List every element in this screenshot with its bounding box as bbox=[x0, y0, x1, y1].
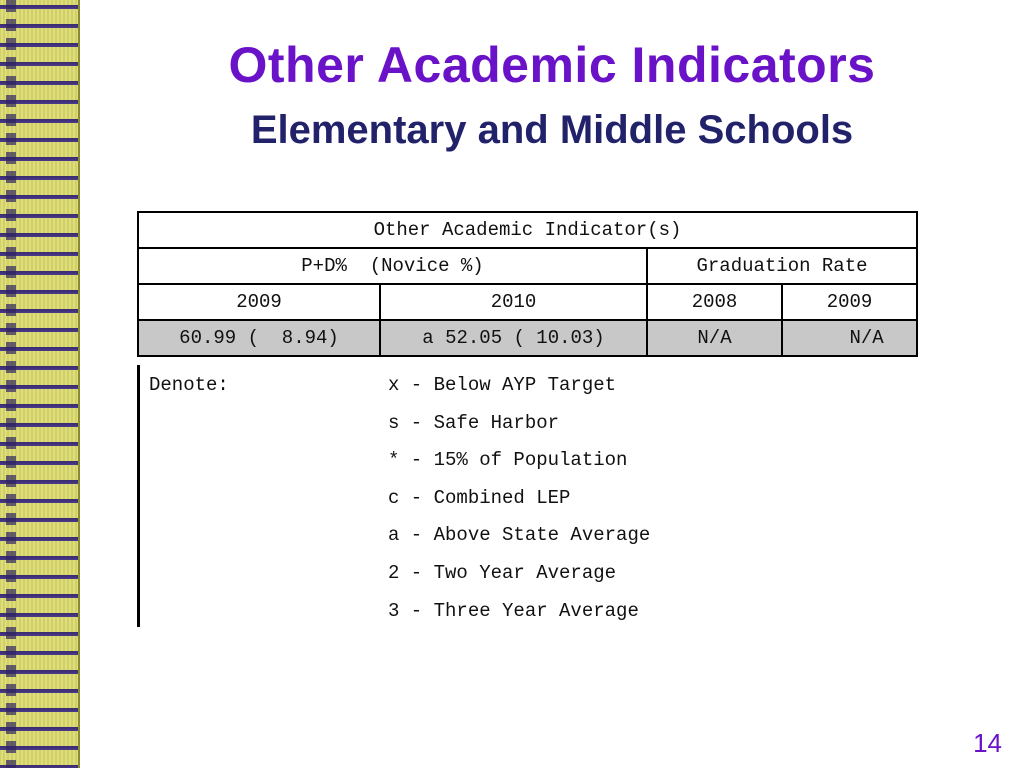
page-number: 14 bbox=[973, 728, 1002, 758]
value-cell: 60.99 ( 8.94) bbox=[138, 320, 380, 356]
indicator-table-container bbox=[137, 211, 920, 357]
value-cell: a 52.05 ( 10.03) bbox=[380, 320, 647, 356]
table-header-row bbox=[138, 212, 917, 248]
group-graduation-rate: Graduation Rate bbox=[647, 248, 917, 284]
value-cell: N/A bbox=[782, 320, 917, 356]
legend-item: a - Above State Average bbox=[388, 524, 651, 547]
slide-title: Other Academic Indicators bbox=[228, 37, 876, 93]
legend-item: s - Safe Harbor bbox=[388, 411, 560, 434]
year-cell: 2009 bbox=[138, 284, 380, 320]
table-data-row bbox=[138, 320, 917, 356]
legend-item: * - 15% of Population bbox=[388, 449, 628, 472]
value-cell: N/A bbox=[647, 320, 782, 356]
table-years-row bbox=[138, 284, 917, 320]
slide-subtitle: Elementary and Middle Schools bbox=[250, 108, 854, 152]
decorative-border-strip bbox=[0, 0, 80, 768]
year-cell: 2008 bbox=[647, 284, 782, 320]
legend-item: c - Combined LEP bbox=[388, 486, 571, 509]
year-cell: 2010 bbox=[380, 284, 647, 320]
denote-label: Denote: bbox=[149, 374, 229, 396]
legend-item: 2 - Two Year Average bbox=[388, 561, 617, 584]
table-header-cell: Other Academic Indicator(s) bbox=[138, 212, 917, 248]
legend-item: x - Below AYP Target bbox=[388, 374, 617, 396]
group-pd-novice: P+D% (Novice %) bbox=[138, 248, 647, 284]
year-cell: 2009 bbox=[782, 284, 917, 320]
table-group-row bbox=[138, 248, 917, 284]
indicator-table bbox=[137, 211, 918, 357]
denote-legend bbox=[137, 365, 740, 627]
legend-item: 3 - Three Year Average bbox=[388, 599, 639, 622]
legend-list bbox=[388, 374, 650, 637]
